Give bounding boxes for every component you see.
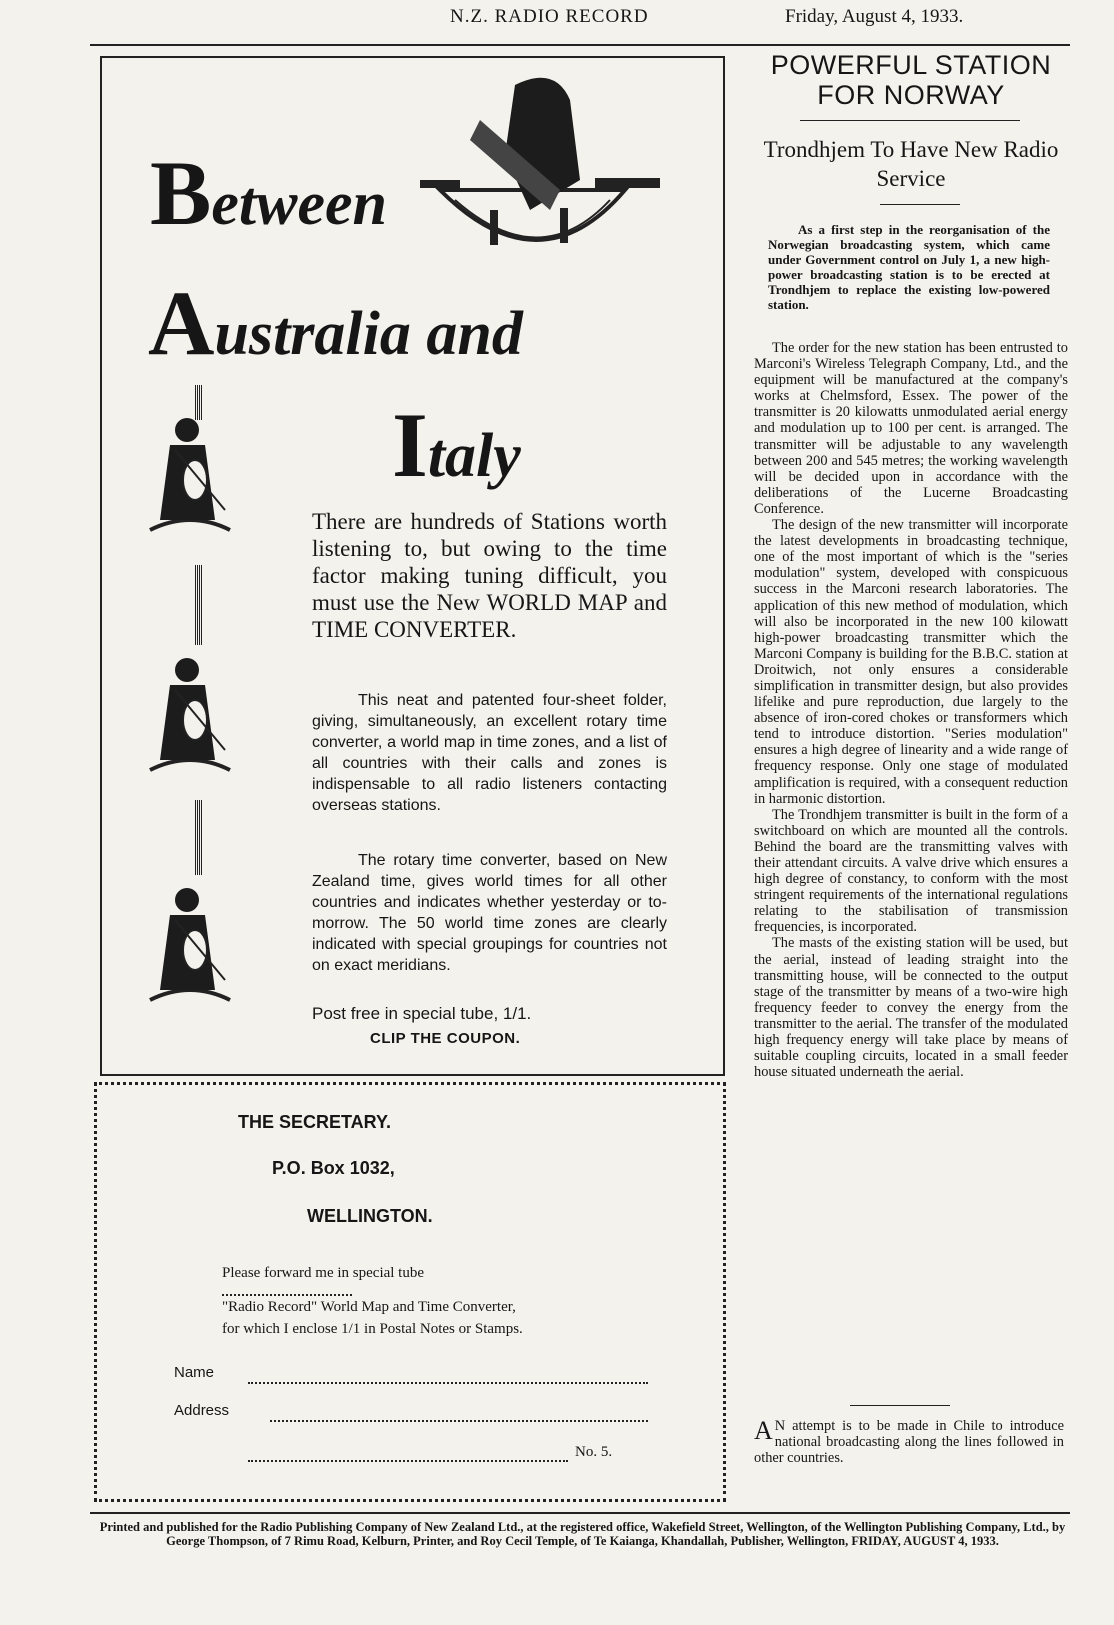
article-title: POWERFUL STATION FOR NORWAY	[770, 50, 1052, 110]
violinist-illustration	[145, 880, 235, 1010]
ad-lead-text: There are hundreds of Stations worth listening to, but owing to the time factor making tuning difficult, you must use the New WORLD MAP and TIME CONVERTER.	[312, 509, 667, 642]
article-lead: As a first step in the reorganisation of the Norwegian broadcasting system, which came under Government control on July 1, a new high-power broadcasting station is to be erected at Trondhjem to replace the existing low-powered station.	[768, 222, 1050, 312]
piano-player-illustration	[420, 60, 660, 265]
coupon-text-line: Please forward me in special tube	[222, 1262, 642, 1296]
coupon-text-line: "Radio Record" World Map and Time Converter,	[222, 1299, 516, 1315]
header-rule	[90, 44, 1070, 46]
article-paragraph: The masts of the existing station will be used, but the aerial, instead of leading straight into the transmitting house, will be connected to the output stage of the transmitter by means of a two-wire high frequency feeder to convey the energy from the transmitter to the aerial. The transfer of the modulated high frequency energy will take place by means of suitable coupling circuits, located in a small feeder house situated underneath the aerial.	[754, 935, 1068, 1081]
coupon-address-line: WELLINGTON.	[307, 1206, 433, 1226]
issue-date: Friday, August 4, 1933.	[785, 6, 964, 27]
dotted-leader	[248, 1450, 568, 1462]
article-end-rule	[850, 1405, 950, 1406]
coupon-order-text	[222, 1262, 642, 1340]
ad-headline-line-3: Italy	[392, 394, 521, 496]
footer-rule	[90, 1512, 1070, 1514]
publication-title: N.Z. RADIO RECORD	[450, 6, 649, 27]
coupon-address-line: THE SECRETARY.	[238, 1112, 392, 1132]
decorative-strip	[195, 385, 203, 420]
article-body	[754, 340, 1068, 1080]
ad-paragraph: This neat and patented four-sheet folder, giving, simultaneously, an excellent rotary time converter, a world map in time zones, and a list of all countries with their calls and zones is indispensable to all radio listeners contacting overseas stations.	[312, 692, 667, 814]
name-field-label: Name	[174, 1364, 215, 1381]
ad-price: Post free in special tube, 1/1.	[312, 1004, 532, 1023]
decorative-strip	[195, 565, 203, 645]
address-field[interactable]	[270, 1410, 648, 1422]
decorative-strip	[195, 800, 203, 875]
article-paragraph: The order for the new station has been entrusted to Marconi's Wireless Telegraph Company, Ltd., and the equipment will be manufactured at the company's works at Chelmsford, Essex. The power of the transmitter is 20 kilowatts unmodulated aerial energy and modulation up to 100 per cent. is arranged. The transmitter will be adjustable to any wavelength between 200 and 545 metres; the working wavelength will be decided upon in accordance with the deliberations of the Lucerne Broadcasting Conference.	[754, 340, 1068, 517]
chile-news-item: A N attempt is to be made in Chile to introduce national broadcasting along the lines followed in other countries.	[754, 1416, 1064, 1467]
violinist-illustration	[145, 410, 235, 540]
violinist-illustration	[145, 650, 235, 780]
publisher-imprint: Printed and published for the Radio Publishing Company of New Zealand Ltd., at the registered office, Wakefield Street, Wellington, of the Wellington Publishing Company, Ltd., by George Thompson, of 7 Rimu Road, Kelburn, Printer, and Roy Cecil Temple, of Te Kaianga, Khandallah, Publisher, Wellington, FRIDAY, AUGUST 4, 1933.	[99, 1520, 1066, 1548]
subtitle-rule	[880, 204, 960, 205]
coupon-text-line: for which I enclose 1/1 in Postal Notes or Stamps.	[222, 1321, 523, 1337]
clip-coupon-label: CLIP THE COUPON.	[370, 1030, 521, 1047]
article-paragraph: The design of the new transmitter will incorporate the latest developments in broadcasting technique, one of the most important of which is the "series modulation" system, developed with conspicuous success in the Marconi research laboratories. The application of this new method of modulation, which will also be incorporated in the new 100 kilowatt high-power broadcasting transmitter which the Marconi Company is building for the B.B.C. station at Droitwich, not only ensures a considerable simplification in transmitter design, but also provides lifelike and pure reproduction, due largely to the absence of iron-cored chokes or transformers which tend to introduce distortion. "Series modulation" ensures a high degree of linearity and a wide range of frequency response. Only one stage of modulated amplification is required, with a consequent reduction in harmonic distortion.	[754, 517, 1068, 807]
title-rule	[800, 120, 1020, 121]
article-subtitle: Trondhjem To Have New Radio Service	[763, 137, 1059, 191]
coupon-number: No. 5.	[575, 1444, 613, 1460]
ad-paragraph: The rotary time converter, based on New Zealand time, gives world times for all other countries and indicates whether yesterday or to-morrow. The 50 world time zones are clearly indicated with special groupings for countries not on exact meridians.	[312, 852, 667, 974]
article-paragraph: The Trondhjem transmitter is built in the form of a switchboard on which are mounted all the controls. Behind the board are the transmitting valves with their attendant circuits. A valve drive which ensures a high degree of constancy, to conform with the most stringent requirements of the international regulations relating to the stabilisation of transmission frequencies, is incorporated.	[754, 806, 1068, 936]
name-field[interactable]	[248, 1372, 648, 1384]
coupon-address-line: P.O. Box 1032,	[272, 1158, 395, 1178]
address-field-label: Address	[174, 1402, 230, 1419]
ad-headline-line-2: Australia and	[148, 272, 523, 374]
ad-headline-line-1: Between	[150, 142, 387, 244]
drop-cap: A	[754, 1416, 773, 1445]
